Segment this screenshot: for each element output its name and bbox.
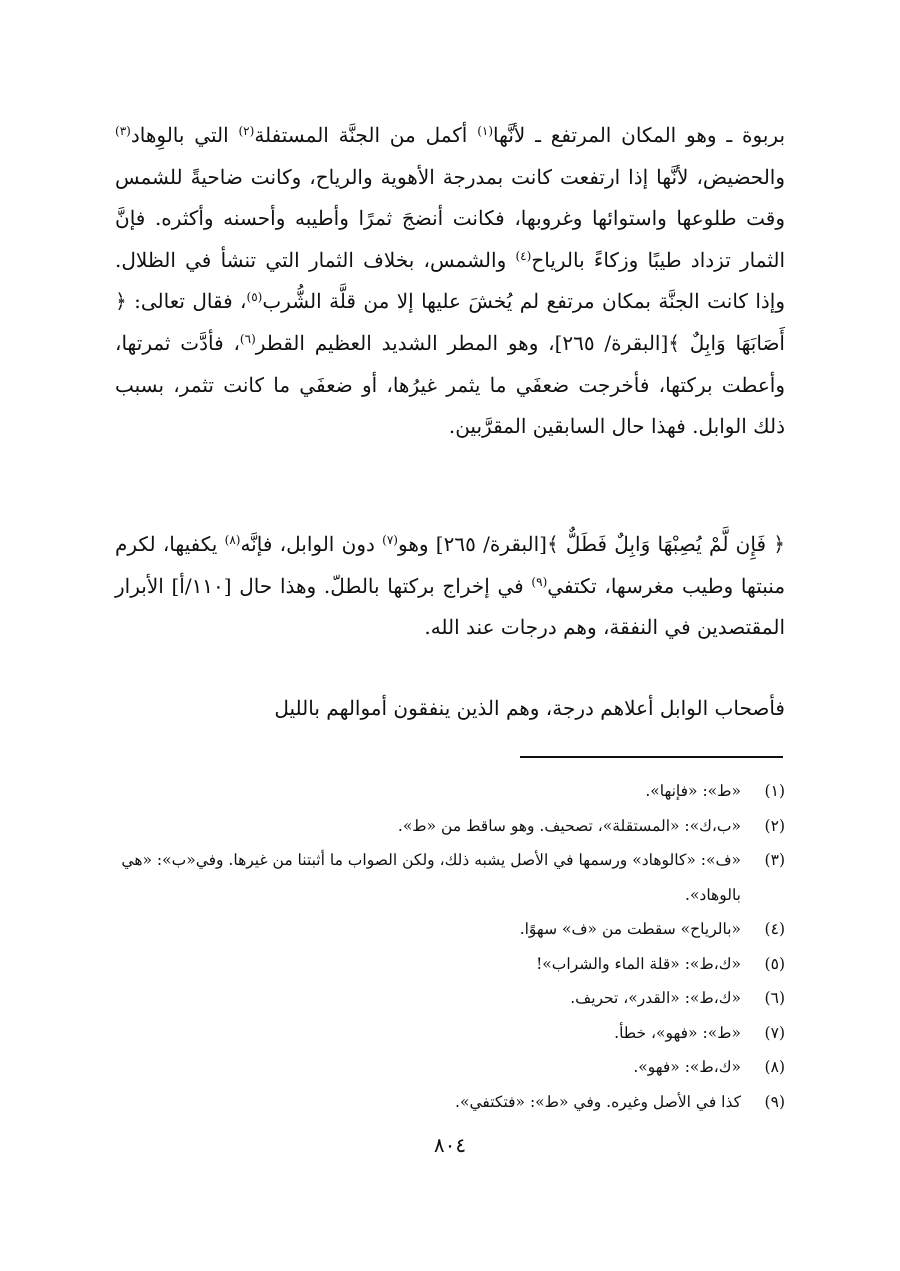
footnote-text: «ك،ط»: «القدر»، تحريف. [570, 989, 741, 1007]
footnote-text: «ك،ط»: «فهو». [633, 1058, 741, 1076]
footnote-marker-6[interactable]: (٦) [239, 331, 256, 346]
footnote-marker-5[interactable]: (٥) [246, 290, 263, 305]
quran-verse: ﴿ أَصَابَهَا وَابِلٌ ﴾[البقرة/ ٢٦٥]، وهو المطر الشديد العظيم القطر [115, 289, 785, 355]
footnote-number: (٦) [764, 989, 785, 1007]
paragraph-text: بربوة ـ وهو المكان المرتفع ـ لأنَّها$^{(١)}$ أكمل من الجنَّة المستفلة$^{(٢)}$ التي بالوِهاد$^{(٣)}$ والحضيض، لأنَّها إذا ارتفعت كانت بمدرجة الأهوية والرياح، وكانت ضاحيةً للشمس وقت طلوعها واستوائها وغروبها، فكانت أنضجَ ثمرًا وأطيبه وأحسنه وأكثره. فإنَّ الثمار تزداد طيبًا وزكاءً بالرياح$^{(٤)}$ والشمس، بخلاف الثمار التي تنشأ في الظلال. وإذا كانت الجنَّة بمكان مرتفع لم يُخشَ عليها إلا من قلَّة الشُّرب$^{(٥)}$، فقال تعالى: ﴿ أَصَابَهَا وَابِلٌ ﴾[البقرة/ ٢٦٥]، وهو المطر الشديد العظيم القطر$^{(٦)}$، فأدَّت ثمرتها، وأعطت بركتها، فأخرجت ضعفَي ما يثمر غيرُها، أو ضعفَي ما كانت تثمر، بسبب ذلك الوابل. فهذا حال السابقين المقرَّبين. [115, 123, 786, 439]
footnote-separator [520, 756, 783, 758]
footnote-marker-3[interactable]: (٣) [115, 123, 131, 138]
footnote-marker-7[interactable]: (٧) [382, 532, 398, 547]
second-paragraph: ﴿ فَإِن لَّمْ يُصِبْهَا وَابِلٌ فَطَلٌّ ﴾[البقرة/ ٢٦٥] وهو$^{(٧)}$ دون الوابل، فإنَّه$^{(٨)}$ يكفيها، لكرم منبتها وطيب مغرسها، تكتفي$^{(٩)}$ في إخراج بركتها بالطلّ. وهذا حال [١١٠/أ] الأبرار المقتصدين في النفقة، وهم درجات عند الله. [115, 532, 786, 640]
footnote [115, 1016, 785, 1051]
footnote-marker-2[interactable]: (٢) [238, 123, 255, 138]
footnote-marker-9[interactable]: (٩) [531, 574, 548, 589]
footnote [115, 843, 785, 912]
footnote [115, 774, 785, 809]
footnote-number: (٧) [764, 1023, 785, 1042]
footnote-marker-8[interactable]: (٨) [224, 532, 241, 547]
footnote [115, 947, 785, 982]
footnote-number: (٥) [764, 954, 785, 973]
footnote-number: (٣) [764, 851, 785, 869]
footnote-marker-1[interactable]: (١) [477, 123, 494, 138]
quran-verse: ﴿ فَإِن لَّمْ يُصِبْهَا وَابِلٌ فَطَلٌّ ﴾[البقرة/ ٢٦٥] وهو [397, 532, 786, 556]
footnote-number: (٨) [764, 1058, 785, 1076]
footnote-text: «ب،ك»: «المستقلة»، تصحيف. وهو ساقط من «ط». [397, 816, 741, 835]
page-number: ٨٠٤ [433, 1133, 467, 1157]
footnote-number: (٩) [764, 1092, 785, 1111]
footnote-text: كذا في الأصل وغيره. وفي «ط»: «فتكتفي». [455, 1092, 741, 1111]
third-paragraph: فأصحاب الوابل أعلاهم درجة، وهم الذين ينفقون أموالهم بالليل [274, 696, 785, 720]
footnote-text: «ف»: «كالوهاد» ورسمها في الأصل يشبه ذلك، ولكن الصواب ما أثبتنا من غيرها. وفي«ب»: «هي بالوهاد». [121, 851, 741, 904]
footnotes [115, 774, 785, 1119]
footnote-marker-4[interactable]: (٤) [515, 248, 532, 263]
footnote-text: «ط»: «فإنها». [645, 782, 741, 800]
footnote [115, 1050, 785, 1085]
footnote-number: (٤) [764, 920, 785, 938]
footnote [115, 912, 785, 947]
footnote-text: «ك،ط»: «قلة الماء والشراب»! [536, 954, 741, 973]
main-paragraph [115, 115, 785, 448]
footnote [115, 809, 785, 844]
footnote [115, 1085, 785, 1120]
footnote [115, 981, 785, 1016]
footnote-number: (٢) [764, 816, 785, 835]
footnote-text: «بالرياح» سقطت من «ف» سهوًا. [519, 920, 741, 938]
footnote-text: «ط»: «فهو»، خطأ. [614, 1023, 741, 1042]
footnote-number: (١) [764, 782, 785, 800]
